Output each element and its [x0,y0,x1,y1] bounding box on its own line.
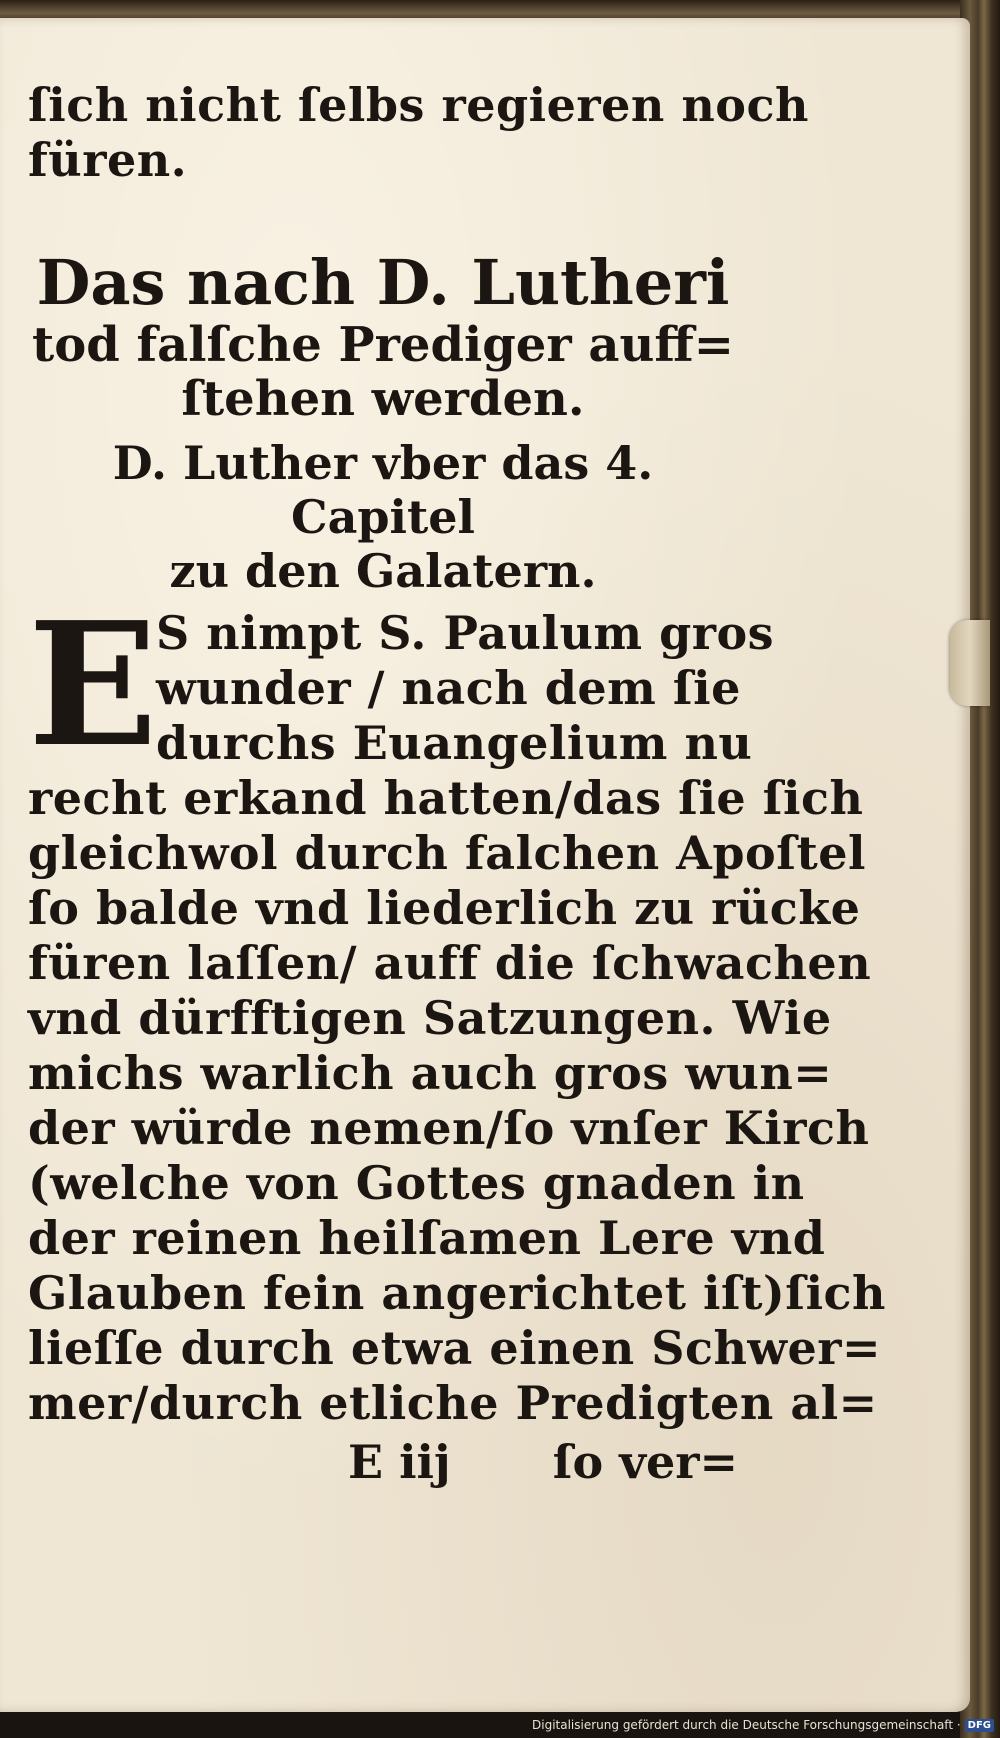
signature-mark: E iij [348,1435,451,1489]
chapter-heading: Das nach D. Lutheri [36,246,730,319]
text-line: recht erkand hatten/das ſie ſich [28,771,864,825]
source-reference-line: D. Luther vber das 4. Capitel [112,436,654,544]
body-text [28,585,886,1431]
text-line: S nimpt S. Paulum gros [156,606,775,660]
text-line: füren. [28,133,188,187]
text-line: ſich nicht ſelbs regieren noch [28,78,809,132]
book-clasp [950,620,990,706]
text-line: michs warlich auch gros wun= [28,1046,833,1100]
text-line: wunder / nach dem ſie [156,661,741,715]
text-line: vnd dürfftigen Satzungen. Wie [28,991,832,1045]
book-page [0,18,970,1712]
dfg-logo-icon: DFG [965,1719,994,1732]
source-reference-line: zu den Galatern. [169,544,597,598]
credit-text: Digitalisierung gefördert durch die Deutsche Forschungsgemeinschaft · [532,1718,961,1732]
text-line: gleichwol durch falchen Apoſtel [28,826,866,880]
text-line: lieſſe durch etwa einen Schwer= [28,1321,882,1375]
text-line: füren laſſen/ auff die ſchwachen [28,936,872,990]
page-footer [28,1435,738,1495]
text-line: durchs Euangelium nu [156,716,753,770]
chapter-subheading-line: ſtehen werden. [181,371,585,427]
catchword: ſo ver= [552,1435,738,1489]
text-line: der würde nemen/ſo vnſer Kirch [28,1101,870,1155]
page-text [28,78,886,1495]
chapter-subheading-line: tod falſche Prediger auff= [32,317,734,373]
text-line: (welche von Gottes gnaden in [28,1156,805,1210]
text-line: ſo balde vnd liederlich zu rücke [28,881,861,935]
digitization-credit [532,1716,994,1734]
text-line: der reinen heilſamen Lere vnd [28,1211,826,1265]
decorated-initial: E [28,585,158,785]
text-line: mer/durch etliche Predigten al= [28,1376,878,1430]
text-line: Glauben fein angerichtet iſt)ſich [28,1266,886,1320]
